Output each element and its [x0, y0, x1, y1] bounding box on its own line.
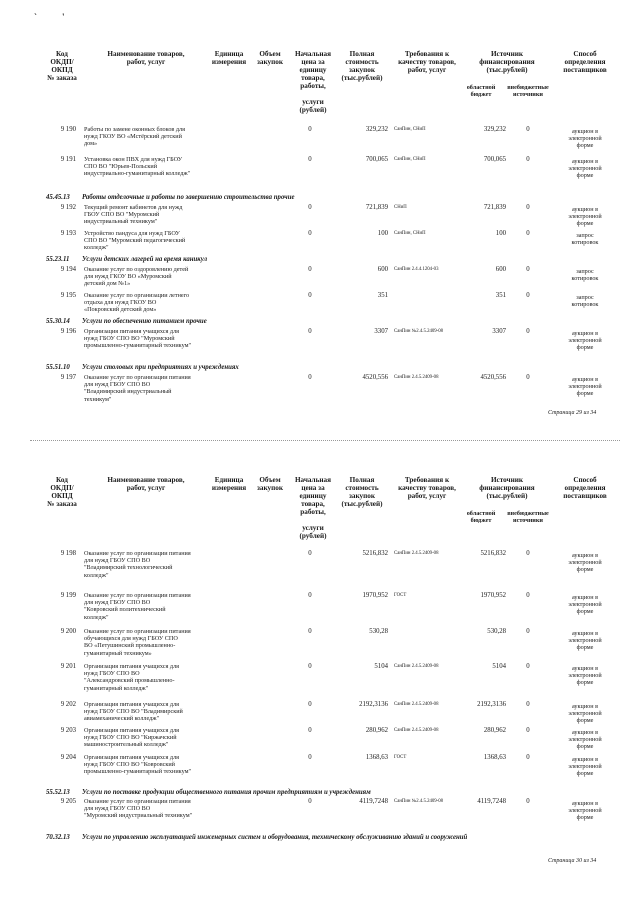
row-method: электронной [568, 736, 602, 744]
row-quality-req: СанПин 2.4.5.2409-08 [394, 375, 439, 380]
row-code: 9 202 [60, 701, 76, 708]
section-title: Услуги по управлению эксплуатацией инженерных систем и оборудования, техническому обслуживанию зданий и сооружений [82, 834, 468, 841]
row-name: индустриально-гуманитарный колледж" [84, 170, 191, 178]
row-regional: 3307 [492, 328, 506, 335]
row-code: 9 194 [60, 266, 76, 273]
row-method: электронной [568, 763, 602, 771]
row-name: колледж" [84, 571, 109, 579]
row-method: форме [576, 390, 594, 398]
row-price: 0 [308, 328, 312, 335]
row-name: отдыха для нужд ГКОУ ВО [84, 299, 157, 307]
header-method: Способ [573, 50, 597, 58]
header-code: Код [56, 476, 68, 484]
row-code: 9 192 [60, 204, 76, 211]
row-quality-req: СанПин 2.4.5.2409-08 [394, 551, 439, 556]
row-regional: 1970,952 [480, 592, 506, 599]
row-price: 0 [308, 628, 312, 635]
row-quality-req: СанПин 2.4.5.2409-08 [394, 702, 439, 707]
row-regional: 600 [495, 266, 506, 273]
row-name: Оказание услуг по организации питания [84, 374, 191, 381]
row-name: дом» [84, 140, 98, 148]
row-quality-req: СанПин, СНиП [394, 231, 426, 236]
header-volume: Объем [259, 476, 281, 484]
row-name: "Александровский промышленно- [84, 677, 175, 685]
row-method: электронной [568, 165, 602, 173]
row-price: 0 [308, 374, 312, 381]
header-price-unit: (рублей) [299, 106, 327, 114]
row-name: Работы по замене оконных блоков для [84, 126, 185, 133]
header-total: (тыс.рублей) [341, 500, 383, 508]
page-footer: Страница 30 из 34 [548, 858, 597, 864]
header-volume: закупок [257, 58, 283, 66]
row-method: аукцион в [571, 665, 599, 672]
header-source-regional: бюджет [470, 517, 492, 524]
row-name: для нужд ГКОУ ВО «Муромский [84, 273, 172, 281]
header-price-unit: услуги [302, 98, 324, 106]
page-separator [30, 440, 620, 441]
row-method: аукцион в [571, 630, 599, 637]
row-code: 9 190 [60, 126, 76, 133]
row-method: форме [576, 644, 594, 652]
row-name: Устройство пандуса для нужд ГБОУ [84, 230, 180, 237]
row-method: аукцион в [571, 756, 599, 763]
header-price: единицу [299, 66, 327, 74]
row-name: детский дом №1» [84, 280, 131, 288]
header-unit: Единица [214, 476, 244, 484]
row-price: 0 [308, 204, 312, 211]
header-price: единицу [299, 492, 327, 500]
row-total: 4520,556 [362, 374, 388, 381]
row-name: авиамеханический колледж" [84, 715, 160, 723]
header-total: закупок [349, 492, 375, 500]
row-price: 0 [308, 156, 312, 163]
row-code: 9 193 [60, 230, 76, 237]
header-quality: Требования к [404, 50, 450, 58]
row-name: Оказание услуг по организации питания [84, 592, 191, 599]
row-method: аукцион в [571, 128, 599, 135]
row-method: котировок [571, 239, 599, 247]
row-name: СПО ВО "Муромский педагогический [84, 237, 186, 245]
row-name: нужд ГБОУ СПО ВО "Киржачский [84, 734, 177, 742]
row-quality-req: СанПин 2.4.5.2409-08 [394, 728, 439, 733]
row-name: ГБОУ СПО ВО "Муромский [84, 211, 160, 219]
row-name: колледж" [84, 613, 109, 621]
row-name: машиностроительный колледж" [84, 741, 169, 749]
row-total: 530,28 [369, 628, 388, 635]
section-code: 55.51.10 [46, 364, 70, 371]
row-regional: 100 [495, 230, 506, 237]
row-quality-req: СанПин, СНиП [394, 127, 426, 132]
row-method: аукцион в [571, 206, 599, 213]
row-total: 600 [377, 266, 388, 273]
row-total: 1970,952 [362, 592, 388, 599]
row-name: СПО ВО "Юрьев-Польский [84, 163, 158, 171]
page-footer: Страница 29 из 34 [548, 410, 597, 416]
row-total: 3307 [374, 328, 388, 335]
header-method: определения [564, 484, 606, 492]
header-price: цена за [301, 484, 325, 492]
row-name: для нужд ГБОУ СПО ВО [84, 599, 151, 607]
row-name: ВО «Петушинский промышленно- [84, 642, 176, 650]
section-title: Услуги по поставке продукции общественного питания прочим предприятиям и учреждениям [82, 789, 371, 796]
row-code: 9 201 [60, 663, 76, 670]
header-source-extra: внебюджетные [507, 84, 549, 91]
row-extra: 0 [526, 230, 530, 237]
row-method: аукцион в [571, 729, 599, 736]
row-name: Оказание услуг по организации питания [84, 550, 191, 557]
row-name: Текущий ремонт кабинетов для нужд [84, 204, 183, 211]
section-code: 55.30.14 [46, 318, 70, 325]
row-extra: 0 [526, 292, 530, 299]
row-extra: 0 [526, 701, 530, 708]
row-total: 100 [377, 230, 388, 237]
row-price: 0 [308, 126, 312, 133]
row-extra: 0 [526, 592, 530, 599]
row-extra: 0 [526, 628, 530, 635]
row-name: техникум" [84, 395, 112, 403]
row-extra: 0 [526, 550, 530, 557]
header-total: стоимость [345, 58, 379, 66]
header-total: Полная [349, 50, 375, 58]
row-name: Оказание услуг по оздоровлению детей [84, 266, 189, 273]
section-code: 55.23.11 [46, 256, 70, 263]
header-quality: работ, услуг [407, 66, 447, 74]
row-method: форме [576, 743, 594, 751]
row-code: 9 200 [60, 628, 76, 635]
row-method: запрос [576, 268, 594, 275]
row-price: 0 [308, 230, 312, 237]
row-method: форме [576, 220, 594, 228]
header-source: финансирования [479, 58, 535, 66]
row-name: нужд ГБОУ СПО ВО "Владимирский [84, 708, 183, 716]
row-name: Оказание услуг по организации питания [84, 798, 191, 805]
row-method: электронной [568, 672, 602, 680]
row-method: форме [576, 608, 594, 616]
header-source: финансирования [479, 484, 535, 492]
row-name: Оказание услуг по организации питания [84, 628, 191, 635]
header-quality: качеству товаров, [398, 484, 456, 492]
header-source-regional: областной [466, 84, 496, 91]
row-total: 280,962 [365, 727, 388, 734]
row-name: «Покровский детский дом» [84, 306, 157, 314]
row-method: запрос [576, 232, 594, 239]
row-method: форме [576, 679, 594, 687]
header-price: Начальная [294, 50, 332, 58]
header-volume: закупок [257, 484, 283, 492]
header-source: Источник [490, 50, 524, 58]
section-code: 70.32.13 [46, 834, 70, 841]
row-name: колледж" [84, 244, 109, 252]
row-code: 9 205 [60, 798, 76, 805]
header-quality: качеству товаров, [398, 58, 456, 66]
header-code: ОКПД [51, 492, 73, 500]
row-method: аукцион в [571, 330, 599, 337]
header-code: ОКДП/ [50, 484, 74, 492]
header-source-extra: внебюджетные [507, 510, 549, 517]
header-price: товара, [301, 74, 325, 82]
row-name: нужд ГКОУ ВО «Мстёрский детский [84, 133, 182, 141]
row-regional: 2192,3136 [477, 701, 506, 708]
row-regional: 530,28 [487, 628, 506, 635]
row-code: 9 191 [60, 156, 76, 163]
row-total: 351 [377, 292, 388, 299]
header-quality: работ, услуг [407, 492, 447, 500]
row-extra: 0 [526, 754, 530, 761]
header-method: поставщиков [563, 66, 607, 74]
row-name: для нужд ГБОУ СПО ВО [84, 805, 151, 813]
row-method: аукцион в [571, 552, 599, 559]
row-method: котировок [571, 275, 599, 283]
row-name: обучающихся для нужд ГБОУ СПО [84, 635, 178, 643]
header-price: работы, [300, 82, 326, 90]
header-price-unit: (рублей) [299, 532, 327, 540]
row-method: электронной [568, 337, 602, 345]
row-name: "Муромский индустриальный техникум" [84, 812, 193, 820]
row-regional: 280,962 [483, 727, 506, 734]
row-price: 0 [308, 798, 312, 805]
header-code: ОКПД [51, 66, 73, 74]
header-total: Полная [349, 476, 375, 484]
header-name: работ, услуг [126, 58, 166, 66]
row-method: форме [576, 172, 594, 180]
row-name: "Ковровский политехнический [84, 606, 166, 614]
header-total: стоимость [345, 484, 379, 492]
header-method: Способ [573, 476, 597, 484]
header-unit: измерения [211, 58, 247, 66]
row-total: 721,839 [365, 204, 388, 211]
row-price: 0 [308, 592, 312, 599]
header-volume: Объем [259, 50, 281, 58]
row-name: для нужд ГБОУ СПО ВО [84, 381, 151, 389]
row-name: Организация питания учащихся для [84, 754, 180, 761]
header-code: № заказа [47, 500, 77, 508]
row-extra: 0 [526, 663, 530, 670]
row-name: гуманитарный колледж" [84, 684, 149, 692]
row-quality-req: ГОСТ [394, 755, 407, 760]
row-price: 0 [308, 292, 312, 299]
header-source-regional: областной [466, 510, 496, 517]
row-extra: 0 [526, 328, 530, 335]
row-price: 0 [308, 550, 312, 557]
row-method: электронной [568, 135, 602, 143]
row-extra: 0 [526, 798, 530, 805]
row-name: Организация питания учащихся для [84, 328, 180, 335]
header-total: (тыс.рублей) [341, 74, 383, 82]
row-quality-req: СНиП [394, 205, 407, 210]
row-regional: 5216,832 [480, 550, 506, 557]
row-method: котировок [571, 301, 599, 309]
row-method: аукцион в [571, 158, 599, 165]
row-quality-req: ГОСТ [394, 593, 407, 598]
row-method: форме [576, 717, 594, 725]
row-regional: 351 [495, 292, 506, 299]
row-method: форме [576, 770, 594, 778]
row-regional: 4520,556 [480, 374, 506, 381]
section-title: Услуги столовых при предприятиях и учреждениях [82, 364, 239, 371]
row-name: Организация питания учащихся для [84, 663, 180, 670]
section-title: Услуги по обеспечению питанием прочие [82, 318, 207, 325]
row-regional: 721,839 [483, 204, 506, 211]
row-method: электронной [568, 807, 602, 815]
row-method: аукцион в [571, 800, 599, 807]
header-method: поставщиков [563, 492, 607, 500]
section-code: 55.52.13 [46, 789, 70, 796]
row-method: электронной [568, 601, 602, 609]
header-price: товара, [301, 500, 325, 508]
row-code: 9 195 [60, 292, 76, 299]
header-source-extra: источники [513, 517, 543, 524]
row-quality-req: СанПин, СНиП [394, 157, 426, 162]
row-name: гуманитарный техникум» [84, 649, 152, 657]
row-extra: 0 [526, 126, 530, 133]
header-unit: измерения [211, 484, 247, 492]
row-name: индустриальный техникум" [84, 218, 158, 226]
row-total: 329,232 [365, 126, 388, 133]
row-quality-req: СанПин №2.4.5.2409-08 [394, 329, 444, 334]
header-source: Источник [490, 476, 524, 484]
header-code: ОКДП/ [50, 58, 74, 66]
row-extra: 0 [526, 266, 530, 273]
row-method: форме [576, 344, 594, 352]
row-method: электронной [568, 383, 602, 391]
row-name: нужд ГБОУ СПО ВО "Ковровский [84, 761, 175, 769]
row-name: "Владимирский индустриальный [84, 388, 172, 396]
row-regional: 700,065 [483, 156, 506, 163]
row-extra: 0 [526, 156, 530, 163]
row-name: нужд ГБОУ СПО ВО "Муромский [84, 335, 175, 343]
row-method: электронной [568, 213, 602, 221]
header-source-regional: бюджет [470, 91, 492, 98]
header-source-extra: источники [513, 91, 543, 98]
header-quality: Требования к [404, 476, 450, 484]
row-method: электронной [568, 559, 602, 567]
row-method: форме [576, 142, 594, 150]
row-price: 0 [308, 701, 312, 708]
row-regional: 4119,7248 [477, 798, 506, 805]
row-regional: 5104 [492, 663, 506, 670]
header-unit: Единица [214, 50, 244, 58]
row-quality-req: СанПин 2.4.4.1204-03 [394, 267, 439, 272]
header-source: (тыс.рублей) [486, 492, 528, 500]
row-regional: 1368,63 [483, 754, 506, 761]
row-price: 0 [308, 754, 312, 761]
row-price: 0 [308, 266, 312, 273]
row-name: нужд ГБОУ СПО ВО [84, 670, 140, 678]
section-code: 45.45.13 [46, 194, 70, 201]
row-extra: 0 [526, 204, 530, 211]
row-method: аукцион в [571, 703, 599, 710]
row-code: 9 196 [60, 328, 76, 335]
row-price: 0 [308, 663, 312, 670]
header-code: Код [56, 50, 68, 58]
header-price-unit: услуги [302, 524, 324, 532]
row-method: аукцион в [571, 594, 599, 601]
row-regional: 329,232 [483, 126, 506, 133]
row-method: аукцион в [571, 376, 599, 383]
section-title: Работы отделочные и работы по завершению строительства прочие [82, 194, 295, 201]
section-title: Услуги детских лагерей на время каникул [82, 256, 208, 263]
row-name: промышленно-гуманитарный техникум" [84, 342, 192, 350]
corner-mark: ' [62, 12, 65, 22]
row-name: "Владимирский технологический [84, 564, 173, 572]
header-price: цена за [301, 58, 325, 66]
row-method: электронной [568, 710, 602, 718]
header-name: Наименование товаров, [107, 50, 185, 58]
row-code: 9 204 [60, 754, 76, 761]
row-price: 0 [308, 727, 312, 734]
row-quality-req: СанПин №2.4.5.2409-08 [394, 799, 444, 804]
row-extra: 0 [526, 727, 530, 734]
row-quality-req: СанПин 2.4.5.2409-08 [394, 664, 439, 669]
row-total: 2192,3136 [359, 701, 388, 708]
row-total: 5104 [374, 663, 388, 670]
header-method: определения [564, 58, 606, 66]
header-name: Наименование товаров, [107, 476, 185, 484]
row-total: 700,065 [365, 156, 388, 163]
row-extra: 0 [526, 374, 530, 381]
row-method: запрос [576, 294, 594, 301]
header-price: работы, [300, 508, 326, 516]
header-price: Начальная [294, 476, 332, 484]
row-method: форме [576, 566, 594, 574]
row-code: 9 197 [60, 374, 76, 381]
row-total: 5216,832 [362, 550, 388, 557]
header-total: закупок [349, 66, 375, 74]
row-method: электронной [568, 637, 602, 645]
row-name: Установка окон ПВХ для нужд ГБОУ [84, 156, 183, 163]
row-method: форме [576, 814, 594, 822]
row-total: 4119,7248 [359, 798, 388, 805]
row-name: Организация питания учащихся для [84, 727, 180, 734]
corner-mark: ` [34, 12, 37, 22]
header-code: № заказа [47, 74, 77, 82]
header-source: (тыс.рублей) [486, 66, 528, 74]
row-name: Оказание услуг по организации летнего [84, 292, 190, 299]
row-code: 9 199 [60, 592, 76, 599]
row-name: для нужд ГБОУ СПО ВО [84, 557, 151, 565]
row-code: 9 203 [60, 727, 76, 734]
row-name: Организация питания учащихся для [84, 701, 180, 708]
row-name: промышленно-гуманитарный техникум" [84, 768, 192, 776]
header-name: работ, услуг [126, 484, 166, 492]
row-total: 1368,63 [365, 754, 388, 761]
row-code: 9 198 [60, 550, 76, 557]
